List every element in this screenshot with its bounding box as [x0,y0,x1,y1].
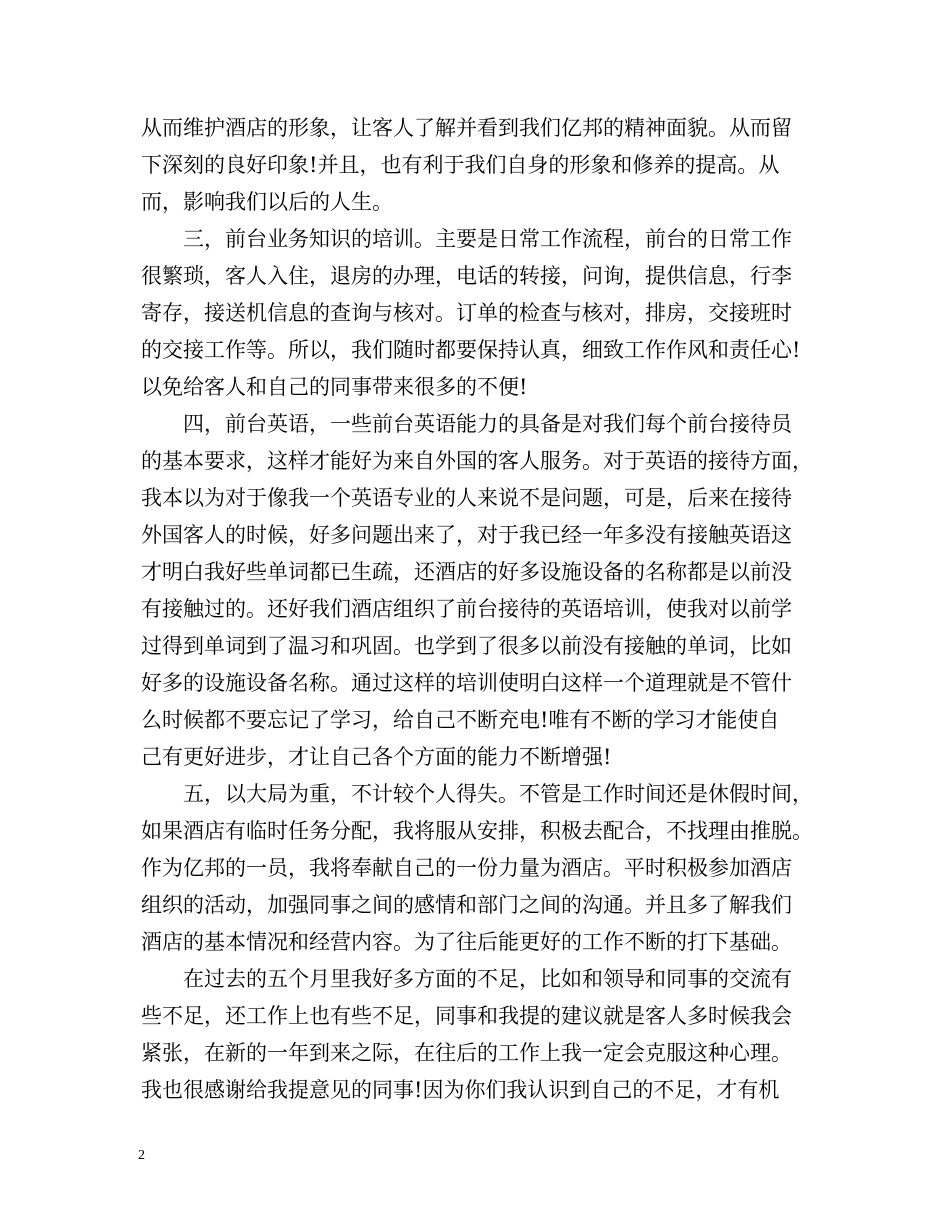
text-line: 才明白我好些单词都已生疏，还酒店的好多设施设备的名称都是以前没 [141,560,792,584]
body-text [141,110,821,1109]
paragraph-start-line: 四，前台英语，一些前台英语能力的具备是对我们每个前台接待员 [183,412,792,436]
text-line: 己有更好进步，才让自己各个方面的能力不断增强! [141,745,612,769]
text-line: 而，影响我们以后的人生。 [141,190,393,214]
text-line: 外国客人的时候，好多问题出来了，对于我已经一年多没有接触英语这 [141,523,792,547]
text-line: 从而维护酒店的形象，让客人了解并看到我们亿邦的精神面貌。从而留 [141,116,792,140]
text-line: 组织的活动，加强同事之间的感情和部门之间的沟通。并且多了解我们 [141,893,792,917]
text-line: 寄存，接送机信息的查询与核对。订单的检查与核对，排房，交接班时 [141,301,792,325]
paragraph-start-line: 三，前台业务知识的培训。主要是日常工作流程，前台的日常工作 [183,227,792,251]
paragraph-start-line: 在过去的五个月里我好多方面的不足，比如和领导和同事的交流有 [183,967,792,991]
text-line: 作为亿邦的一员，我将奉献自己的一份力量为酒店。平时积极参加酒店 [141,856,792,880]
text-line: 过得到单词到了温习和巩固。也学到了很多以前没有接触的单词，比如 [141,634,792,658]
text-line: 以免给客人和自己的同事带来很多的不便! [141,375,528,399]
text-line: 很繁琐，客人入住，退房的办理，电话的转接，问询，提供信息，行李 [141,264,792,288]
text-line: 我也很感谢给我提意见的同事!因为你们我认识到自己的不足，才有机 [141,1078,780,1102]
paragraph-start-line: 五，以大局为重，不计较个人得失。不管是工作时间还是休假时间， [183,782,813,806]
text-line: 我本以为对于像我一个英语专业的人来说不是问题，可是，后来在接待 [141,486,792,510]
text-line: 酒店的基本情况和经营内容。为了往后能更好的工作不断的打下基础。 [141,930,792,954]
text-line: 好多的设施设备名称。通过这样的培训使明白这样一个道理就是不管什 [141,671,792,695]
text-line: 下深刻的良好印象!并且，也有利于我们自身的形象和修养的提高。从 [141,153,780,177]
text-line: 有接触过的。还好我们酒店组织了前台接待的英语培训，使我对以前学 [141,597,792,621]
text-line: 么时候都不要忘记了学习，给自己不断充电!唯有不断的学习才能使自 [141,708,780,732]
text-line: 紧张，在新的一年到来之际，在往后的工作上我一定会克服这种心理。 [141,1041,792,1065]
text-line: 的交接工作等。所以，我们随时都要保持认真，细致工作作风和责任心! [141,338,801,362]
text-line: 如果酒店有临时任务分配，我将服从安排，积极去配合，不找理由推脱。 [141,819,813,843]
text-line: 些不足，还工作上也有些不足，同事和我提的建议就是客人多时候我会 [141,1004,792,1028]
page-number: 2 [138,1148,145,1163]
text-line: 的基本要求，这样才能好为来自外国的客人服务。对于英语的接待方面， [141,449,813,473]
